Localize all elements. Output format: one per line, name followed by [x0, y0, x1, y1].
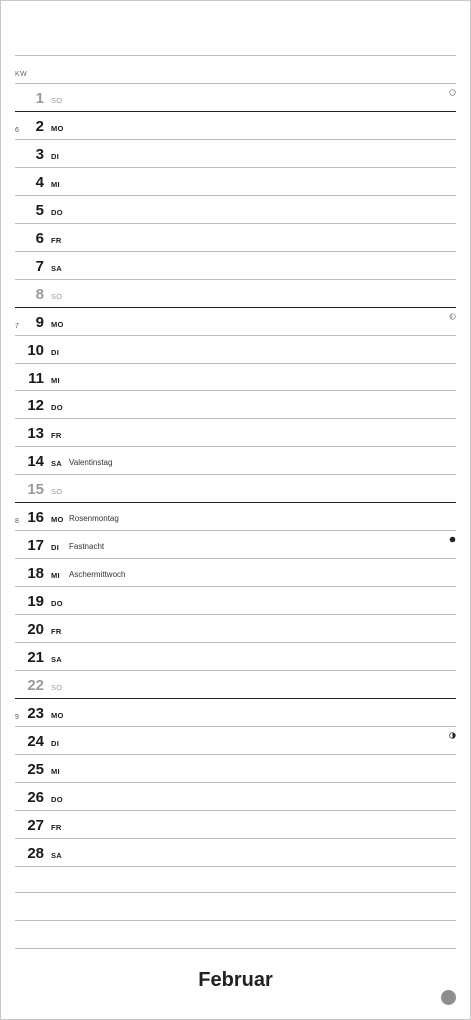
day-number: 3: [35, 145, 44, 163]
day-number: 13: [27, 425, 44, 443]
new-moon-icon: [449, 536, 456, 543]
day-row: [0, 111, 471, 139]
day-number: 4: [35, 173, 44, 191]
weekday-label: DO: [51, 599, 63, 609]
weekday-label: SA: [51, 459, 63, 469]
weekday-label: MO: [51, 123, 64, 133]
day-number: 25: [27, 760, 44, 778]
weekday-label: MO: [51, 319, 64, 329]
day-number: 9: [35, 313, 44, 331]
last-quarter-moon-icon: [449, 313, 456, 320]
day-row: [0, 670, 471, 698]
day-number: 19: [27, 593, 44, 611]
day-row: [0, 279, 471, 307]
day-number: 28: [27, 844, 44, 862]
weekday-label: MI: [51, 179, 60, 189]
day-row: [0, 251, 471, 279]
day-number: 7: [35, 257, 44, 275]
day-number: 22: [27, 676, 44, 694]
day-number: 24: [27, 732, 44, 750]
weekday-label: SO: [51, 96, 63, 105]
first-quarter-moon-icon: [449, 732, 456, 739]
day-row: [0, 195, 471, 223]
month-title: Februar: [198, 969, 273, 991]
day-number: 2: [35, 117, 44, 135]
day-number: 10: [27, 341, 44, 359]
day-number: 17: [27, 537, 44, 555]
weekday-label: SA: [51, 850, 63, 860]
full-moon-icon: [449, 89, 456, 96]
weekday-label: DI: [51, 151, 60, 161]
blank-line: [15, 948, 456, 949]
weekday-label: DO: [51, 207, 63, 217]
day-row: [0, 726, 471, 754]
day-row: [0, 530, 471, 558]
weekday-label: FR: [51, 431, 62, 441]
day-number: 1: [35, 90, 44, 107]
weekday-label: MI: [51, 766, 60, 776]
holiday-label: Rosenmontag: [69, 514, 119, 524]
top-divider: [15, 55, 456, 56]
day-row: [0, 838, 471, 866]
day-row: [0, 558, 471, 586]
weekday-label: DO: [51, 403, 63, 413]
day-row: [0, 167, 471, 195]
day-row: [0, 335, 471, 363]
day-row: [0, 446, 471, 474]
day-row: [0, 83, 471, 111]
day-row: [0, 782, 471, 810]
weekday-label: FR: [51, 627, 62, 637]
weekday-label: MO: [51, 515, 64, 525]
day-row: [0, 586, 471, 614]
holiday-label: Valentinstag: [69, 458, 113, 468]
day-number: 27: [27, 816, 44, 834]
weekday-label: SO: [51, 291, 63, 301]
day-row: [0, 474, 471, 502]
weekday-label: SO: [51, 682, 63, 692]
weekday-label: SA: [51, 263, 63, 273]
weekday-label: MI: [51, 375, 60, 385]
publisher-logo: [441, 990, 456, 1005]
blank-line: [15, 920, 456, 921]
day-row: [0, 642, 471, 670]
day-number: 18: [27, 565, 44, 583]
weekday-label: FR: [51, 822, 62, 832]
day-divider: [15, 866, 456, 867]
day-number: 12: [27, 397, 44, 415]
day-number: 14: [27, 453, 44, 471]
weekday-label: SA: [51, 655, 63, 664]
day-number: 23: [27, 704, 44, 722]
weekday-label: SO: [51, 487, 63, 497]
day-number: 5: [35, 201, 44, 219]
week-number: 7: [15, 322, 19, 330]
day-row: [0, 307, 471, 335]
day-row: [0, 363, 471, 391]
weekday-label: DI: [51, 543, 60, 553]
weekday-label: MI: [51, 571, 60, 581]
weekday-label: DI: [51, 347, 60, 357]
weekday-label: FR: [51, 235, 62, 245]
day-row: [0, 418, 471, 446]
day-number: 16: [27, 509, 44, 527]
day-number: 15: [27, 481, 44, 499]
day-number: 26: [27, 788, 44, 806]
weekday-label: DI: [51, 738, 60, 748]
day-row: [0, 502, 471, 530]
day-row: [0, 614, 471, 642]
day-row: [0, 139, 471, 167]
day-row: [0, 810, 471, 838]
week-number: 8: [15, 518, 19, 526]
day-number: 11: [28, 369, 44, 387]
blank-line: [15, 892, 456, 893]
holiday-label: Fastnacht: [69, 542, 105, 552]
week-number: 9: [15, 713, 19, 721]
week-number: 6: [15, 126, 19, 134]
day-number: 20: [27, 621, 44, 639]
weekday-label: MO: [51, 710, 64, 720]
day-row: [0, 223, 471, 251]
day-number: 8: [35, 285, 44, 303]
day-number: 21: [27, 649, 44, 666]
weekday-label: DO: [51, 794, 63, 804]
day-row: [0, 754, 471, 782]
day-row: [0, 698, 471, 726]
day-row: [0, 390, 471, 418]
holiday-label: Aschermittwoch: [69, 570, 126, 580]
day-number: 6: [35, 229, 44, 247]
week-column-header: KW: [15, 71, 28, 78]
